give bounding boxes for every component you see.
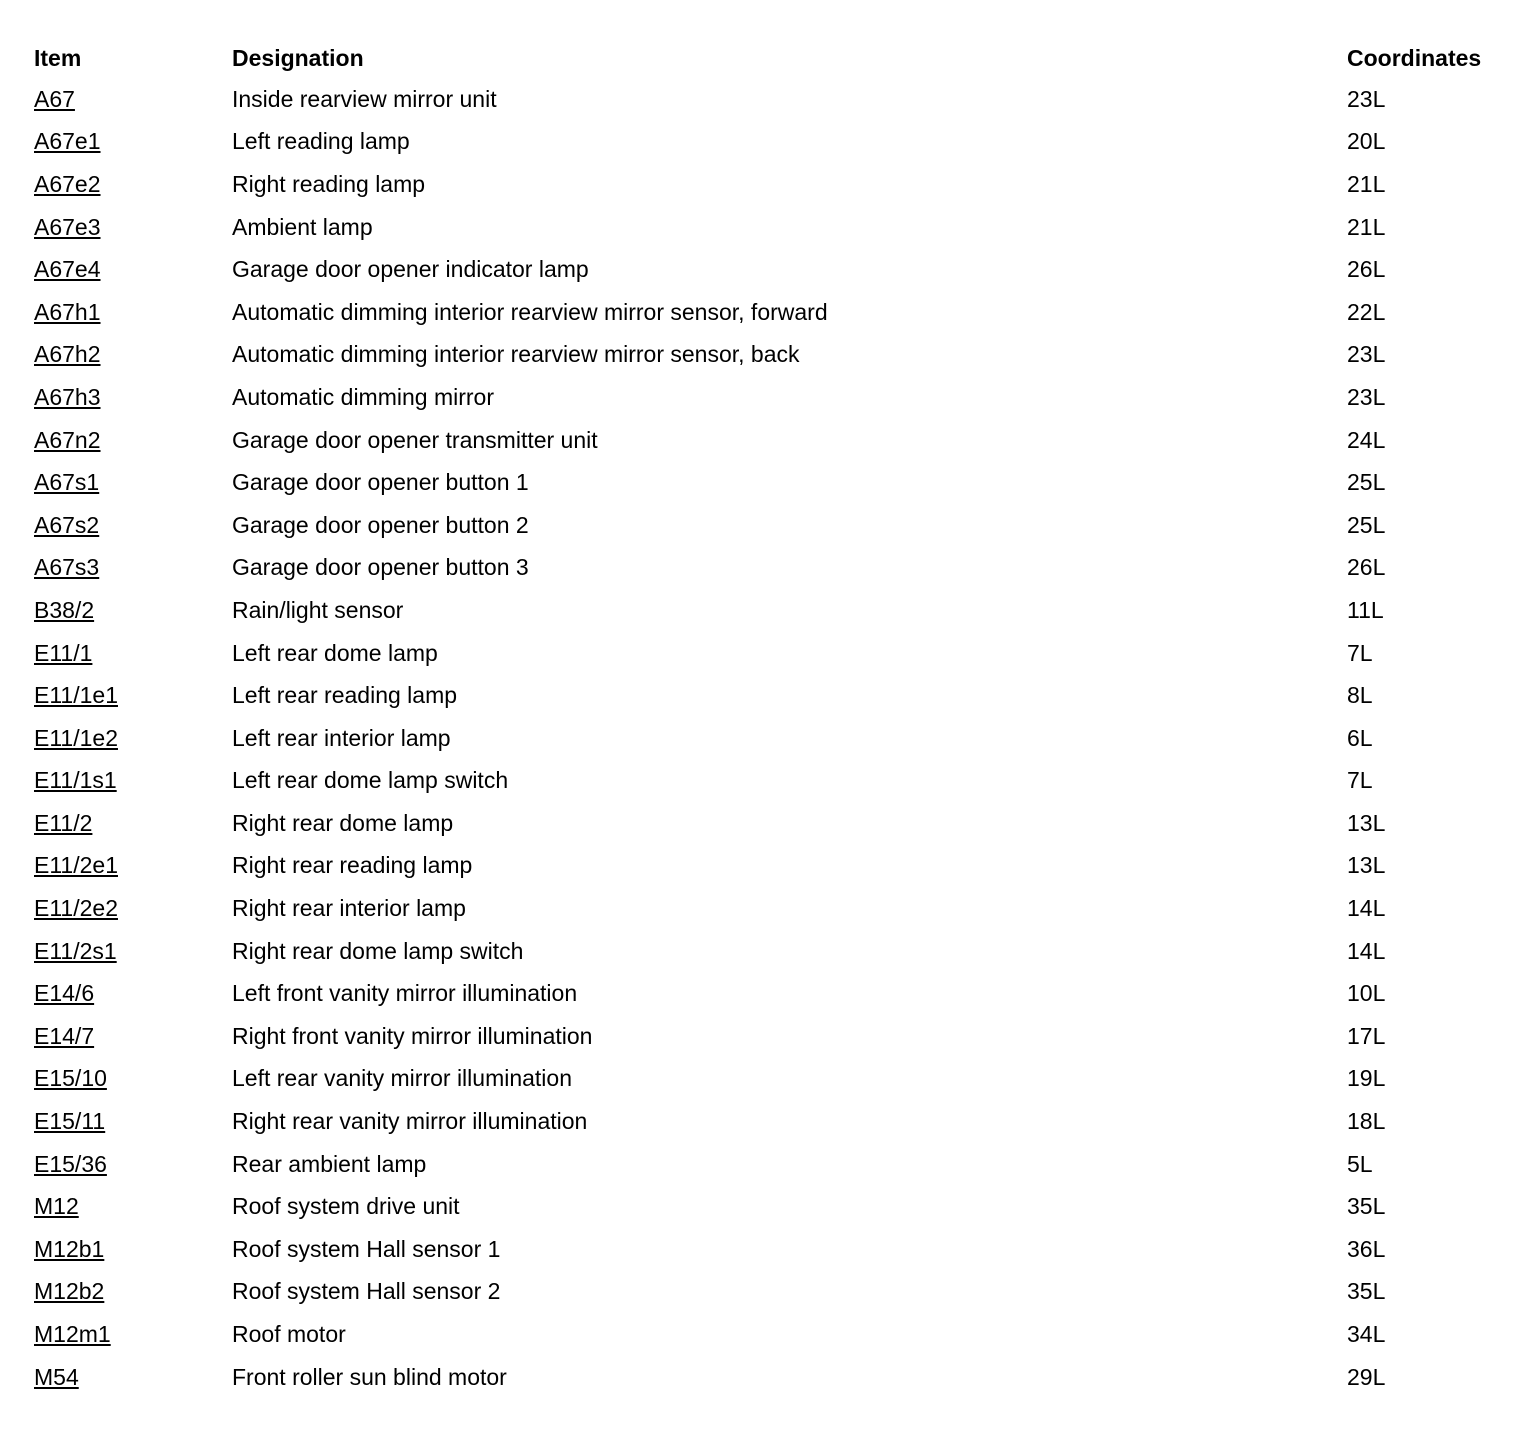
item-cell (34, 639, 232, 666)
item-link[interactable]: E11/1e2 (34, 724, 118, 751)
designation-cell: Garage door opener button 3 (232, 554, 529, 581)
coordinates-cell: 23L (1347, 85, 1386, 112)
item-link[interactable]: E11/1 (34, 639, 93, 666)
item-link[interactable]: M54 (34, 1363, 79, 1390)
designation-cell: Garage door opener button 2 (232, 511, 529, 538)
table-row (34, 1058, 1514, 1101)
item-cell (34, 383, 232, 410)
coordinates-cell: 14L (1347, 895, 1386, 922)
item-cell (34, 130, 232, 153)
item-link[interactable]: E11/1e1 (34, 682, 118, 709)
coordinates-cell: 25L (1347, 469, 1386, 496)
coordinates-cell: 25L (1347, 511, 1386, 538)
item-cell (34, 809, 232, 836)
item-link[interactable]: M12b2 (34, 1278, 105, 1305)
item-cell (34, 724, 232, 751)
table-row (34, 163, 1514, 206)
table-row (34, 1143, 1514, 1186)
coordinates-cell: 14L (1347, 937, 1386, 964)
item-link[interactable]: A67e4 (34, 256, 101, 283)
table-row (34, 760, 1514, 803)
item-link[interactable]: A67h1 (34, 298, 101, 325)
item-cell (34, 1150, 232, 1177)
coordinates-cell: 36L (1347, 1235, 1386, 1262)
coordinates-cell: 21L (1347, 213, 1386, 240)
table-row (34, 1313, 1514, 1356)
designation-cell: Roof system drive unit (232, 1193, 460, 1220)
table-row (34, 504, 1514, 547)
coordinates-cell: 7L (1347, 639, 1373, 666)
table-header-row (34, 38, 1514, 78)
designation-cell: Left rear interior lamp (232, 724, 451, 751)
item-link[interactable]: E11/2e2 (34, 895, 118, 922)
designation-cell: Right rear dome lamp (232, 809, 454, 836)
table-row (34, 334, 1514, 377)
coordinates-cell: 35L (1347, 1278, 1386, 1305)
table-row (34, 1185, 1514, 1228)
table-row (34, 930, 1514, 973)
designation-cell: Roof motor (232, 1321, 346, 1348)
designation-cell: Left rear vanity mirror illumination (232, 1065, 573, 1092)
item-cell (34, 298, 232, 325)
item-cell (34, 426, 232, 453)
item-cell (34, 343, 232, 366)
table-row (34, 419, 1514, 462)
item-link[interactable]: A67s1 (34, 469, 100, 496)
coordinates-cell: 8L (1347, 682, 1373, 709)
coordinates-cell: 24L (1347, 426, 1386, 453)
item-cell (34, 1323, 232, 1346)
item-cell (34, 170, 232, 197)
designation-cell: Right rear vanity mirror illumination (232, 1108, 588, 1135)
designation-cell: Inside rearview mirror unit (232, 85, 497, 112)
item-link[interactable]: A67e2 (34, 170, 101, 197)
coordinates-cell: 29L (1347, 1363, 1386, 1390)
coordinates-cell: 17L (1347, 1022, 1386, 1049)
item-link[interactable]: M12 (34, 1193, 79, 1220)
table-row (34, 632, 1514, 675)
coordinates-cell: 11L (1347, 596, 1384, 623)
designation-cell: Roof system Hall sensor 1 (232, 1235, 501, 1262)
table-row (34, 206, 1514, 249)
coordinates-cell: 35L (1347, 1193, 1386, 1220)
coordinates-cell: 20L (1347, 128, 1386, 155)
designation-cell: Left rear reading lamp (232, 682, 458, 709)
designation-cell: Garage door opener transmitter unit (232, 426, 598, 453)
designation-cell: Rear ambient lamp (232, 1150, 427, 1177)
item-link[interactable]: E14/7 (34, 1022, 95, 1049)
item-cell (34, 258, 232, 281)
item-cell (34, 511, 232, 538)
coordinates-cell: 7L (1347, 767, 1373, 794)
item-cell (34, 1110, 232, 1133)
coordinates-cell: 13L (1347, 809, 1386, 836)
item-link[interactable]: E11/2e1 (34, 852, 118, 879)
item-link[interactable]: E11/2s1 (34, 937, 117, 964)
coordinates-cell: 10L (1347, 980, 1386, 1007)
item-link[interactable]: A67h2 (34, 341, 101, 368)
table-row (34, 887, 1514, 930)
item-cell (34, 1022, 232, 1049)
item-cell (34, 1235, 232, 1262)
table-row (34, 845, 1514, 888)
item-link[interactable]: A67e3 (34, 213, 101, 240)
table-row (34, 461, 1514, 504)
coordinates-cell: 5L (1347, 1150, 1373, 1177)
item-cell (34, 1195, 232, 1218)
designation-cell: Automatic dimming interior rearview mirror sensor, back (232, 341, 800, 368)
designation-cell: Left front vanity mirror illumination (232, 980, 578, 1007)
table-row (34, 1100, 1514, 1143)
coordinates-cell: 23L (1347, 383, 1386, 410)
designation-cell: Automatic dimming interior rearview mirror sensor, forward (232, 298, 828, 325)
designation-cell: Automatic dimming mirror (232, 383, 494, 410)
table-row (34, 717, 1514, 760)
designation-cell: Garage door opener button 1 (232, 469, 529, 496)
item-cell (34, 1363, 232, 1390)
coordinates-cell: 22L (1347, 298, 1386, 325)
table-body (34, 78, 1514, 1398)
item-link[interactable]: A67 (34, 85, 75, 112)
designation-cell: Garage door opener indicator lamp (232, 256, 589, 283)
coordinates-cell: 23L (1347, 341, 1386, 368)
table-row (34, 674, 1514, 717)
coordinates-cell: 26L (1347, 554, 1386, 581)
table-row (34, 589, 1514, 632)
item-cell (34, 937, 232, 964)
table-row (34, 376, 1514, 419)
table-row (34, 1228, 1514, 1271)
item-link[interactable]: E11/2 (34, 809, 93, 836)
table-row (34, 547, 1514, 590)
coordinates-cell: 19L (1347, 1065, 1386, 1092)
item-link[interactable]: A67s3 (34, 554, 100, 581)
item-cell (34, 85, 232, 112)
item-link[interactable]: E15/10 (34, 1065, 107, 1092)
designation-cell: Right rear dome lamp switch (232, 937, 524, 964)
item-link[interactable]: A67n2 (34, 426, 101, 453)
item-cell (34, 556, 232, 579)
designation-cell: Ambient lamp (232, 213, 373, 240)
coordinates-cell: 18L (1347, 1108, 1386, 1135)
item-link[interactable]: A67s2 (34, 511, 100, 538)
designation-cell: Front roller sun blind motor (232, 1363, 507, 1390)
table-row (34, 802, 1514, 845)
designation-cell: Left reading lamp (232, 128, 410, 155)
item-link[interactable]: E15/11 (34, 1108, 106, 1135)
coordinates-cell: 21L (1347, 170, 1386, 197)
designation-cell: Roof system Hall sensor 2 (232, 1278, 501, 1305)
item-link[interactable]: A67h3 (34, 383, 101, 410)
designation-cell: Left rear dome lamp (232, 639, 438, 666)
item-cell (34, 897, 232, 920)
designation-cell: Rain/light sensor (232, 596, 404, 623)
item-cell (34, 596, 232, 623)
table-row (34, 1015, 1514, 1058)
table-row (34, 121, 1514, 164)
component-legend-table (34, 38, 1514, 1398)
item-cell (34, 684, 232, 707)
item-link[interactable]: E15/36 (34, 1150, 107, 1177)
table-row (34, 248, 1514, 291)
header-designation: Designation (232, 44, 364, 71)
designation-cell: Right rear interior lamp (232, 895, 466, 922)
table-row (34, 1356, 1514, 1399)
item-cell (34, 213, 232, 240)
item-cell (34, 1280, 232, 1303)
item-cell (34, 471, 232, 494)
item-link[interactable]: E11/1s1 (34, 767, 117, 794)
table-row (34, 78, 1514, 121)
item-cell (34, 769, 232, 792)
item-link[interactable]: M12m1 (34, 1321, 111, 1348)
item-link[interactable]: B38/2 (34, 596, 95, 623)
item-cell (34, 854, 232, 877)
designation-cell: Right reading lamp (232, 170, 426, 197)
coordinates-cell: 13L (1347, 852, 1386, 879)
item-link[interactable]: M12b1 (34, 1235, 105, 1262)
designation-cell: Right rear reading lamp (232, 852, 473, 879)
table-row (34, 1271, 1514, 1314)
coordinates-cell: 6L (1347, 724, 1373, 751)
coordinates-cell: 34L (1347, 1321, 1386, 1348)
table-row (34, 972, 1514, 1015)
item-link[interactable]: E14/6 (34, 980, 95, 1007)
item-cell (34, 982, 232, 1005)
header-item: Item (34, 44, 82, 71)
designation-cell: Left rear dome lamp switch (232, 767, 509, 794)
designation-cell: Right front vanity mirror illumination (232, 1022, 593, 1049)
table-row (34, 291, 1514, 334)
coordinates-cell: 26L (1347, 256, 1386, 283)
header-coordinates: Coordinates (1347, 44, 1482, 71)
item-cell (34, 1067, 232, 1090)
item-link[interactable]: A67e1 (34, 128, 101, 155)
